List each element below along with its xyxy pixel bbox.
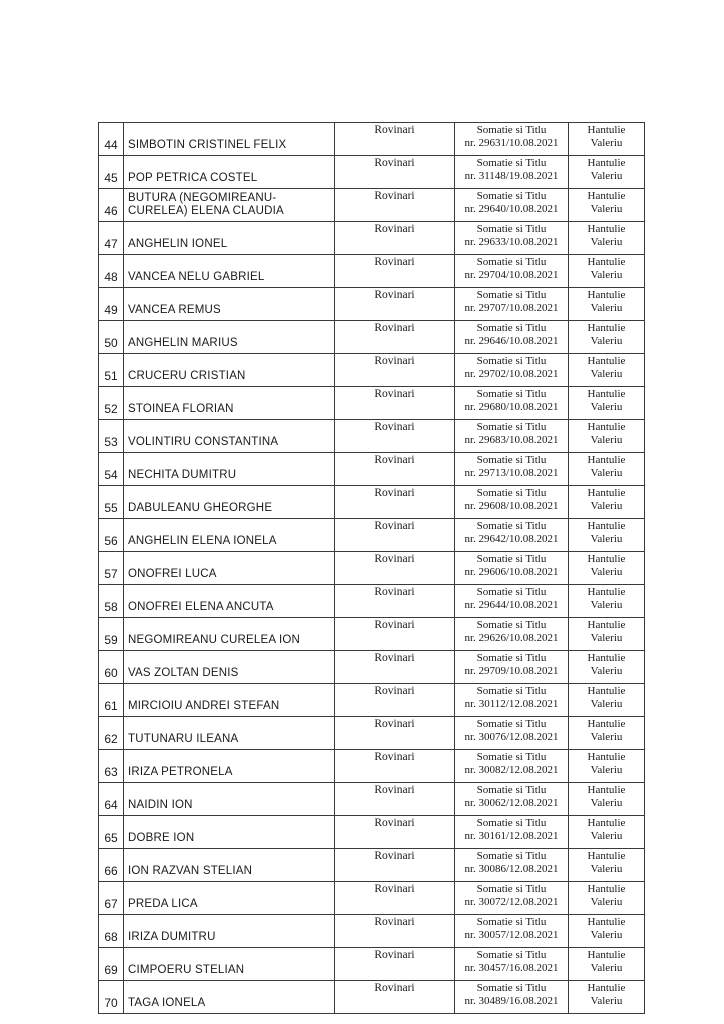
locality: Rovinari bbox=[335, 519, 455, 552]
document-reference bbox=[455, 486, 569, 519]
table-row bbox=[99, 750, 645, 783]
document-type: Somatie si Titlu bbox=[476, 520, 547, 532]
document-reference bbox=[455, 222, 569, 255]
responsible-officer bbox=[569, 354, 645, 387]
locality: Rovinari bbox=[335, 354, 455, 387]
row-number: 58 bbox=[99, 585, 124, 618]
responsible-officer bbox=[569, 387, 645, 420]
officer-surname: Hantulie bbox=[587, 256, 626, 268]
table-row bbox=[99, 453, 645, 486]
document-number: nr. 29702/10.08.2021 bbox=[464, 368, 559, 380]
officer-surname: Hantulie bbox=[587, 322, 626, 334]
officer-surname: Hantulie bbox=[587, 784, 626, 796]
table-row bbox=[99, 189, 645, 222]
locality: Rovinari bbox=[335, 618, 455, 651]
debtor-name: ANGHELIN IONEL bbox=[124, 222, 335, 255]
document-reference bbox=[455, 915, 569, 948]
document-reference bbox=[455, 387, 569, 420]
document-reference bbox=[455, 519, 569, 552]
row-number: 68 bbox=[99, 915, 124, 948]
locality: Rovinari bbox=[335, 684, 455, 717]
document-type: Somatie si Titlu bbox=[476, 586, 547, 598]
document-reference bbox=[455, 717, 569, 750]
officer-surname: Hantulie bbox=[587, 751, 626, 763]
row-number: 64 bbox=[99, 783, 124, 816]
document-reference bbox=[455, 189, 569, 222]
debtor-name: POP PETRICA COSTEL bbox=[124, 156, 335, 189]
officer-surname: Hantulie bbox=[587, 355, 626, 367]
officer-surname: Hantulie bbox=[587, 157, 626, 169]
document-type: Somatie si Titlu bbox=[476, 982, 547, 994]
document-reference bbox=[455, 354, 569, 387]
debtor-name: MIRCIOIU ANDREI STEFAN bbox=[124, 684, 335, 717]
document-number: nr. 29626/10.08.2021 bbox=[464, 632, 559, 644]
debtor-name: ION RAZVAN STELIAN bbox=[124, 849, 335, 882]
responsible-officer bbox=[569, 420, 645, 453]
document-number: nr. 30086/12.08.2021 bbox=[464, 863, 559, 875]
document-number: nr. 30076/12.08.2021 bbox=[464, 731, 559, 743]
debtor-name: SIMBOTIN CRISTINEL FELIX bbox=[124, 123, 335, 156]
officer-firstname: Valeriu bbox=[590, 896, 623, 908]
document-reference bbox=[455, 288, 569, 321]
row-number: 44 bbox=[99, 123, 124, 156]
document-number: nr. 29713/10.08.2021 bbox=[464, 467, 559, 479]
document-number: nr. 30082/12.08.2021 bbox=[464, 764, 559, 776]
locality: Rovinari bbox=[335, 717, 455, 750]
responsible-officer bbox=[569, 222, 645, 255]
officer-firstname: Valeriu bbox=[590, 500, 623, 512]
document-number: nr. 29606/10.08.2021 bbox=[464, 566, 559, 578]
officer-surname: Hantulie bbox=[587, 289, 626, 301]
officer-surname: Hantulie bbox=[587, 652, 626, 664]
document-number: nr. 29704/10.08.2021 bbox=[464, 269, 559, 281]
responsible-officer bbox=[569, 321, 645, 354]
row-number: 62 bbox=[99, 717, 124, 750]
debtor-name: DOBRE ION bbox=[124, 816, 335, 849]
row-number: 67 bbox=[99, 882, 124, 915]
debtors-table-body bbox=[99, 123, 645, 1014]
row-number: 51 bbox=[99, 354, 124, 387]
document-number: nr. 29709/10.08.2021 bbox=[464, 665, 559, 677]
debtor-name: VOLINTIRU CONSTANTINA bbox=[124, 420, 335, 453]
officer-surname: Hantulie bbox=[587, 619, 626, 631]
document-reference bbox=[455, 849, 569, 882]
officer-surname: Hantulie bbox=[587, 982, 626, 994]
document-reference bbox=[455, 882, 569, 915]
document-type: Somatie si Titlu bbox=[476, 190, 547, 202]
table-row bbox=[99, 486, 645, 519]
responsible-officer bbox=[569, 288, 645, 321]
officer-surname: Hantulie bbox=[587, 124, 626, 136]
document-reference bbox=[455, 783, 569, 816]
responsible-officer bbox=[569, 618, 645, 651]
responsible-officer bbox=[569, 519, 645, 552]
row-number: 70 bbox=[99, 981, 124, 1014]
row-number: 63 bbox=[99, 750, 124, 783]
responsible-officer bbox=[569, 189, 645, 222]
responsible-officer bbox=[569, 486, 645, 519]
debtor-name: ANGHELIN ELENA IONELA bbox=[124, 519, 335, 552]
debtor-name: DABULEANU GHEORGHE bbox=[124, 486, 335, 519]
document-reference bbox=[455, 618, 569, 651]
officer-surname: Hantulie bbox=[587, 223, 626, 235]
debtor-name: ONOFREI LUCA bbox=[124, 552, 335, 585]
row-number: 59 bbox=[99, 618, 124, 651]
table-row bbox=[99, 882, 645, 915]
document-number: nr. 29646/10.08.2021 bbox=[464, 335, 559, 347]
document-type: Somatie si Titlu bbox=[476, 454, 547, 466]
locality: Rovinari bbox=[335, 783, 455, 816]
document-reference bbox=[455, 255, 569, 288]
officer-surname: Hantulie bbox=[587, 190, 626, 202]
debtors-table bbox=[98, 122, 645, 1014]
table-row bbox=[99, 981, 645, 1014]
document-type: Somatie si Titlu bbox=[476, 256, 547, 268]
locality: Rovinari bbox=[335, 123, 455, 156]
debtor-name: ANGHELIN MARIUS bbox=[124, 321, 335, 354]
locality: Rovinari bbox=[335, 816, 455, 849]
row-number: 47 bbox=[99, 222, 124, 255]
table-row bbox=[99, 651, 645, 684]
responsible-officer bbox=[569, 585, 645, 618]
officer-firstname: Valeriu bbox=[590, 170, 623, 182]
officer-firstname: Valeriu bbox=[590, 632, 623, 644]
officer-firstname: Valeriu bbox=[590, 599, 623, 611]
debtor-name bbox=[124, 189, 335, 222]
locality: Rovinari bbox=[335, 915, 455, 948]
document-type: Somatie si Titlu bbox=[476, 487, 547, 499]
table-row bbox=[99, 354, 645, 387]
document-type: Somatie si Titlu bbox=[476, 883, 547, 895]
document-reference bbox=[455, 684, 569, 717]
locality: Rovinari bbox=[335, 420, 455, 453]
officer-surname: Hantulie bbox=[587, 553, 626, 565]
table-row bbox=[99, 123, 645, 156]
debtor-name: NEGOMIREANU CURELEA ION bbox=[124, 618, 335, 651]
debtor-name: TUTUNARU ILEANA bbox=[124, 717, 335, 750]
document-type: Somatie si Titlu bbox=[476, 916, 547, 928]
officer-firstname: Valeriu bbox=[590, 302, 623, 314]
officer-firstname: Valeriu bbox=[590, 797, 623, 809]
document-reference bbox=[455, 453, 569, 486]
officer-firstname: Valeriu bbox=[590, 698, 623, 710]
table-row bbox=[99, 717, 645, 750]
locality: Rovinari bbox=[335, 948, 455, 981]
responsible-officer bbox=[569, 915, 645, 948]
debtor-name: VAS ZOLTAN DENIS bbox=[124, 651, 335, 684]
table-row bbox=[99, 618, 645, 651]
document-type: Somatie si Titlu bbox=[476, 322, 547, 334]
officer-surname: Hantulie bbox=[587, 586, 626, 598]
document-reference bbox=[455, 981, 569, 1014]
row-number: 53 bbox=[99, 420, 124, 453]
table-row bbox=[99, 552, 645, 585]
responsible-officer bbox=[569, 849, 645, 882]
officer-firstname: Valeriu bbox=[590, 995, 623, 1007]
document-type: Somatie si Titlu bbox=[476, 784, 547, 796]
document-reference bbox=[455, 123, 569, 156]
locality: Rovinari bbox=[335, 222, 455, 255]
officer-firstname: Valeriu bbox=[590, 830, 623, 842]
officer-surname: Hantulie bbox=[587, 850, 626, 862]
row-number: 55 bbox=[99, 486, 124, 519]
document-type: Somatie si Titlu bbox=[476, 652, 547, 664]
document-type: Somatie si Titlu bbox=[476, 157, 547, 169]
locality: Rovinari bbox=[335, 849, 455, 882]
officer-surname: Hantulie bbox=[587, 520, 626, 532]
document-number: nr. 29644/10.08.2021 bbox=[464, 599, 559, 611]
officer-surname: Hantulie bbox=[587, 487, 626, 499]
document-type: Somatie si Titlu bbox=[476, 850, 547, 862]
debtor-name-line-1: BUTURA (NEGOMIREANU- bbox=[128, 192, 277, 204]
row-number: 61 bbox=[99, 684, 124, 717]
officer-firstname: Valeriu bbox=[590, 236, 623, 248]
debtor-name: PREDA LICA bbox=[124, 882, 335, 915]
table-row bbox=[99, 585, 645, 618]
locality: Rovinari bbox=[335, 882, 455, 915]
responsible-officer bbox=[569, 948, 645, 981]
table-row bbox=[99, 387, 645, 420]
document-number: nr. 31148/19.08.2021 bbox=[464, 170, 559, 182]
locality: Rovinari bbox=[335, 486, 455, 519]
document-number: nr. 29631/10.08.2021 bbox=[464, 137, 559, 149]
responsible-officer bbox=[569, 684, 645, 717]
responsible-officer bbox=[569, 816, 645, 849]
document-reference bbox=[455, 750, 569, 783]
locality: Rovinari bbox=[335, 453, 455, 486]
row-number: 48 bbox=[99, 255, 124, 288]
officer-surname: Hantulie bbox=[587, 388, 626, 400]
row-number: 52 bbox=[99, 387, 124, 420]
document-reference bbox=[455, 585, 569, 618]
document-number: nr. 29707/10.08.2021 bbox=[464, 302, 559, 314]
officer-firstname: Valeriu bbox=[590, 731, 623, 743]
locality: Rovinari bbox=[335, 750, 455, 783]
document-number: nr. 30057/12.08.2021 bbox=[464, 929, 559, 941]
officer-firstname: Valeriu bbox=[590, 467, 623, 479]
document-number: nr. 29642/10.08.2021 bbox=[464, 533, 559, 545]
document-type: Somatie si Titlu bbox=[476, 685, 547, 697]
document-number: nr. 29683/10.08.2021 bbox=[464, 434, 559, 446]
document-number: nr. 29633/10.08.2021 bbox=[464, 236, 559, 248]
responsible-officer bbox=[569, 717, 645, 750]
document-type: Somatie si Titlu bbox=[476, 421, 547, 433]
row-number: 49 bbox=[99, 288, 124, 321]
document-type: Somatie si Titlu bbox=[476, 553, 547, 565]
row-number: 65 bbox=[99, 816, 124, 849]
responsible-officer bbox=[569, 123, 645, 156]
responsible-officer bbox=[569, 552, 645, 585]
document-type: Somatie si Titlu bbox=[476, 949, 547, 961]
table-row bbox=[99, 783, 645, 816]
document-reference bbox=[455, 651, 569, 684]
table-row bbox=[99, 849, 645, 882]
responsible-officer bbox=[569, 255, 645, 288]
document-number: nr. 29680/10.08.2021 bbox=[464, 401, 559, 413]
row-number: 45 bbox=[99, 156, 124, 189]
debtor-name: NAIDIN ION bbox=[124, 783, 335, 816]
table-row bbox=[99, 684, 645, 717]
officer-surname: Hantulie bbox=[587, 883, 626, 895]
locality: Rovinari bbox=[335, 288, 455, 321]
document-number: nr. 30161/12.08.2021 bbox=[464, 830, 559, 842]
document-type: Somatie si Titlu bbox=[476, 718, 547, 730]
responsible-officer bbox=[569, 750, 645, 783]
table-row bbox=[99, 519, 645, 552]
debtor-name-line-2: CURELEA) ELENA CLAUDIA bbox=[128, 205, 284, 217]
row-number: 69 bbox=[99, 948, 124, 981]
officer-firstname: Valeriu bbox=[590, 566, 623, 578]
officer-surname: Hantulie bbox=[587, 685, 626, 697]
responsible-officer bbox=[569, 882, 645, 915]
officer-firstname: Valeriu bbox=[590, 401, 623, 413]
officer-firstname: Valeriu bbox=[590, 929, 623, 941]
locality: Rovinari bbox=[335, 189, 455, 222]
table-row bbox=[99, 915, 645, 948]
document-type: Somatie si Titlu bbox=[476, 619, 547, 631]
document-reference bbox=[455, 816, 569, 849]
officer-firstname: Valeriu bbox=[590, 137, 623, 149]
table-row bbox=[99, 255, 645, 288]
document-number: nr. 30112/12.08.2021 bbox=[464, 698, 559, 710]
document-number: nr. 29640/10.08.2021 bbox=[464, 203, 559, 215]
debtor-name: ONOFREI ELENA ANCUTA bbox=[124, 585, 335, 618]
document-number: nr. 30457/16.08.2021 bbox=[464, 962, 559, 974]
row-number: 66 bbox=[99, 849, 124, 882]
locality: Rovinari bbox=[335, 981, 455, 1014]
document-reference bbox=[455, 156, 569, 189]
locality: Rovinari bbox=[335, 585, 455, 618]
officer-surname: Hantulie bbox=[587, 421, 626, 433]
table-row bbox=[99, 420, 645, 453]
debtor-name: STOINEA FLORIAN bbox=[124, 387, 335, 420]
table-row bbox=[99, 156, 645, 189]
officer-surname: Hantulie bbox=[587, 817, 626, 829]
document-type: Somatie si Titlu bbox=[476, 817, 547, 829]
table-row bbox=[99, 321, 645, 354]
document-number: nr. 30489/16.08.2021 bbox=[464, 995, 559, 1007]
debtor-name: VANCEA REMUS bbox=[124, 288, 335, 321]
row-number: 54 bbox=[99, 453, 124, 486]
officer-firstname: Valeriu bbox=[590, 368, 623, 380]
document-type: Somatie si Titlu bbox=[476, 289, 547, 301]
debtor-name: VANCEA NELU GABRIEL bbox=[124, 255, 335, 288]
responsible-officer bbox=[569, 651, 645, 684]
document-type: Somatie si Titlu bbox=[476, 223, 547, 235]
locality: Rovinari bbox=[335, 156, 455, 189]
officer-firstname: Valeriu bbox=[590, 665, 623, 677]
row-number: 46 bbox=[99, 189, 124, 222]
officer-surname: Hantulie bbox=[587, 916, 626, 928]
table-row bbox=[99, 288, 645, 321]
officer-firstname: Valeriu bbox=[590, 269, 623, 281]
document-type: Somatie si Titlu bbox=[476, 388, 547, 400]
locality: Rovinari bbox=[335, 387, 455, 420]
responsible-officer bbox=[569, 156, 645, 189]
responsible-officer bbox=[569, 453, 645, 486]
row-number: 50 bbox=[99, 321, 124, 354]
debtor-name: NECHITA DUMITRU bbox=[124, 453, 335, 486]
document-reference bbox=[455, 552, 569, 585]
table-row bbox=[99, 948, 645, 981]
document-type: Somatie si Titlu bbox=[476, 355, 547, 367]
debtor-name: CRUCERU CRISTIAN bbox=[124, 354, 335, 387]
document-reference bbox=[455, 420, 569, 453]
table-row bbox=[99, 816, 645, 849]
officer-firstname: Valeriu bbox=[590, 533, 623, 545]
responsible-officer bbox=[569, 783, 645, 816]
debtor-name: IRIZA PETRONELA bbox=[124, 750, 335, 783]
debtor-name: TAGA IONELA bbox=[124, 981, 335, 1014]
officer-surname: Hantulie bbox=[587, 949, 626, 961]
locality: Rovinari bbox=[335, 552, 455, 585]
locality: Rovinari bbox=[335, 321, 455, 354]
document-type: Somatie si Titlu bbox=[476, 751, 547, 763]
document-reference bbox=[455, 948, 569, 981]
document-type: Somatie si Titlu bbox=[476, 124, 547, 136]
debtor-name: CIMPOERU STELIAN bbox=[124, 948, 335, 981]
locality: Rovinari bbox=[335, 255, 455, 288]
officer-firstname: Valeriu bbox=[590, 764, 623, 776]
officer-firstname: Valeriu bbox=[590, 203, 623, 215]
table-row bbox=[99, 222, 645, 255]
officer-firstname: Valeriu bbox=[590, 962, 623, 974]
locality: Rovinari bbox=[335, 651, 455, 684]
document-reference bbox=[455, 321, 569, 354]
officer-surname: Hantulie bbox=[587, 718, 626, 730]
document-number: nr. 29608/10.08.2021 bbox=[464, 500, 559, 512]
debtor-name: IRIZA DUMITRU bbox=[124, 915, 335, 948]
officer-surname: Hantulie bbox=[587, 454, 626, 466]
row-number: 56 bbox=[99, 519, 124, 552]
officer-firstname: Valeriu bbox=[590, 335, 623, 347]
document-number: nr. 30062/12.08.2021 bbox=[464, 797, 559, 809]
row-number: 57 bbox=[99, 552, 124, 585]
officer-firstname: Valeriu bbox=[590, 863, 623, 875]
row-number: 60 bbox=[99, 651, 124, 684]
officer-firstname: Valeriu bbox=[590, 434, 623, 446]
document-number: nr. 30072/12.08.2021 bbox=[464, 896, 559, 908]
responsible-officer bbox=[569, 981, 645, 1014]
